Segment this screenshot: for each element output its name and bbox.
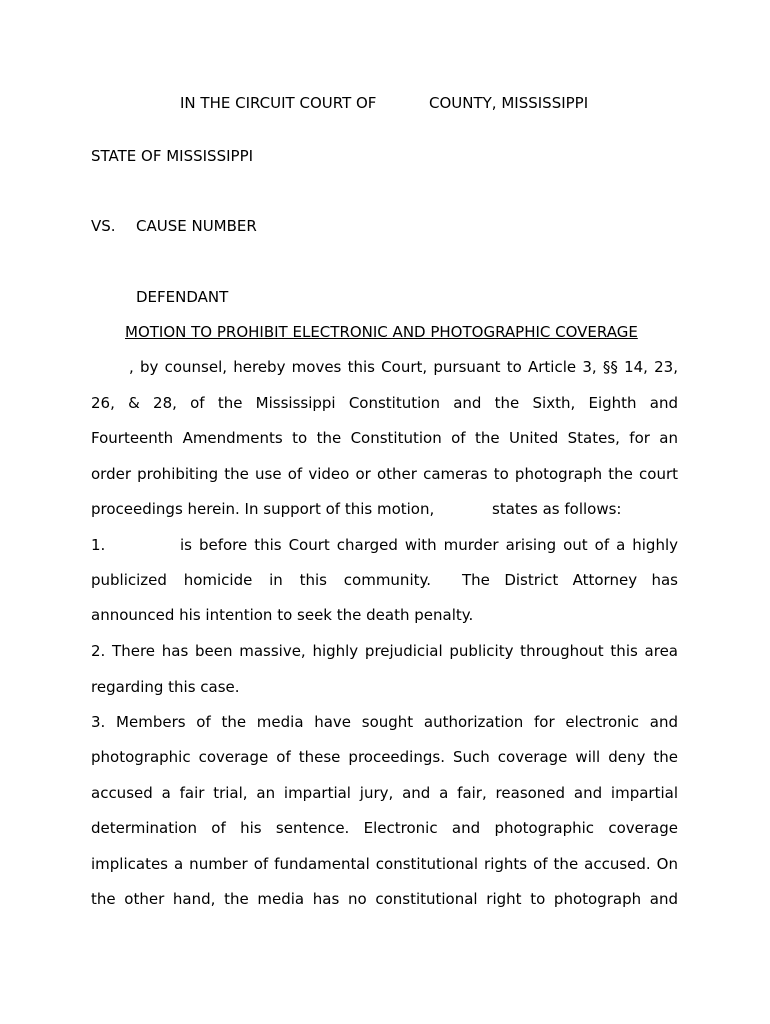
paragraph-1-line-2a: publicized homicide in this community. [91, 571, 431, 589]
cause-number-label: CAUSE NUMBER [136, 217, 257, 235]
paragraph-3-line-2: photographic coverage of these proceedings. Such coverage will deny the [91, 748, 678, 766]
paragraph-2-line-2: regarding this case. [91, 678, 240, 696]
plaintiff-name: STATE OF MISSISSIPPI [91, 147, 254, 165]
intro-line-3: Fourteenth Amendments to the Constitution of the United States, for an [91, 429, 678, 447]
paragraph-3-line-3: accused a fair trial, an impartial jury, and a fair, reasoned and impartial [91, 784, 678, 802]
paragraph-3-line-1: 3. Members of the media have sought authorization for electronic and [91, 713, 678, 731]
motion-title: MOTION TO PROHIBIT ELECTRONIC AND PHOTOGRAPHIC COVERAGE [125, 323, 638, 341]
paragraph-1-line-2b: The District Attorney has [462, 571, 678, 589]
intro-line-5b: states as follows: [492, 500, 622, 518]
intro-line-4: order prohibiting the use of video or other cameras to photograph the court [91, 465, 678, 483]
paragraph-1-line-1: is before this Court charged with murder arising out of a highly [180, 536, 678, 554]
paragraph-3-line-4: determination of his sentence. Electronic and photographic coverage [91, 819, 678, 837]
intro-line-1: , by counsel, hereby moves this Court, pursuant to Article 3, §§ 14, 23, [129, 358, 678, 376]
paragraph-3-line-6: the other hand, the media has no constitutional right to photograph and [91, 890, 678, 908]
paragraph-1-number: 1. [91, 536, 106, 554]
intro-line-5a: proceedings herein. In support of this motion, [91, 500, 435, 518]
defendant-label: DEFENDANT [136, 288, 229, 306]
paragraph-1-line-3: announced his intention to seek the death penalty. [91, 606, 474, 624]
paragraph-3-line-5: implicates a number of fundamental constitutional rights of the accused. On [91, 855, 678, 873]
intro-line-2: 26, & 28, of the Mississippi Constitution and the Sixth, Eighth and [91, 394, 678, 412]
court-heading-right: COUNTY, MISSISSIPPI [429, 94, 589, 112]
paragraph-2-line-1: 2. There has been massive, highly prejudicial publicity throughout this area [91, 642, 678, 660]
court-heading-left: IN THE CIRCUIT COURT OF [180, 94, 377, 112]
versus-label: VS. [91, 217, 116, 235]
